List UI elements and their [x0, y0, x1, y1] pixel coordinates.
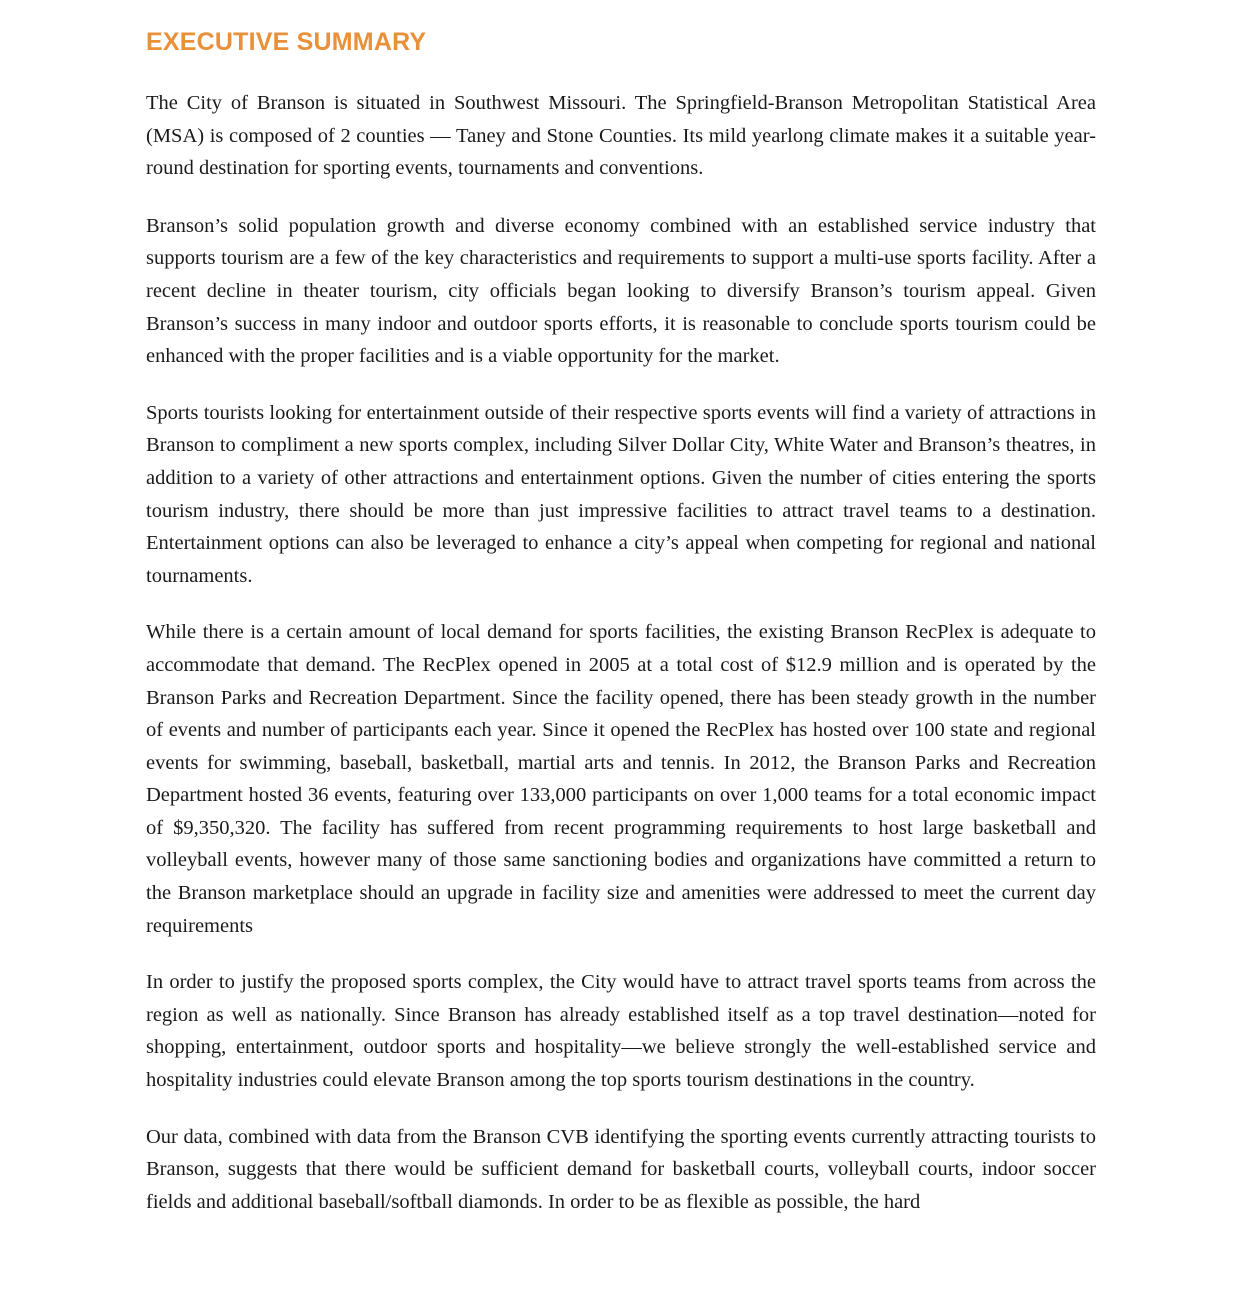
paragraph-location: The City of Branson is situated in Southwest Missouri. The Springfield-Branson Metropolitan Statistical Area (MSA) is composed of 2 counties — Taney and Stone Counties. Its mild yearlong climate makes it a suitable year-round destination for sporting events, tournaments and conventions.: [146, 92, 1096, 180]
paragraph-attractions: Sports tourists looking for entertainment outside of their respective sports events will find a variety of attractions in Branson to compliment a new sports complex, including Silver Dollar City, White Water and Branson’s theatres, in addition to a variety of other attractions and entertainment options. Given the number of cities entering the sports tourism industry, there should be more than just impressive facilities to attract travel teams to a destination. Entertainment options can also be leveraged to enhance a city’s appeal when competing for regional and national tournaments.: [146, 401, 1096, 587]
paragraph-recplex: While there is a certain amount of local demand for sports facilities, the existing Branson RecPlex is adequate to accommodate that demand. The RecPlex opened in 2005 at a total cost of $12.9 million and is operated by the Branson Parks and Recreation Department. Since the facility opened, there has been steady growth in the number of events and number of participants each year. Since it opened the RecPlex has hosted over 100 state and regional events for swimming, baseball, basketball, martial arts and tennis. In 2012, the Branson Parks and Recreation Department hosted 36 events, featuring over 133,000 participants on over 1,000 teams for a total economic impact of $9,350,320. The facility has suffered from recent programming requirements to host large basketball and volleyball events, however many of those same sanctioning bodies and organizations have committed a return to the Branson marketplace should an upgrade in facility size and amenities were addressed to meet the current day requirements: [146, 621, 1096, 937]
paragraph-justification: In order to justify the proposed sports complex, the City would have to attract travel sports teams from across the region as well as nationally. Since Branson has already established itself as a top travel destination—noted for shopping, entertainment, outdoor sports and hospitality—we believe strongly the well-established service and hospitality industries could elevate Branson among the top sports tourism destinations in the country.: [146, 971, 1096, 1092]
paragraph-demand-data: Our data, combined with data from the Branson CVB identifying the sporting events currently attracting tourists to Branson, suggests that there would be sufficient demand for basketball courts, volleyball courts, indoor soccer fields and additional baseball/softball diamonds. In order to be as flexible as possible, the hard: [146, 1125, 1096, 1213]
section-heading: EXECUTIVE SUMMARY: [146, 28, 427, 56]
paragraph-population-growth: Branson’s solid population growth and diverse economy combined with an established service industry that supports tourism are a few of the key characteristics and requirements to support a multi-use sports facility. After a recent decline in theater tourism, city officials began looking to diversify Branson’s tourism appeal. Given Branson’s success in many indoor and outdoor sports efforts, it is reasonable to conclude sports tourism could be enhanced with the proper facilities and is a viable opportunity for the market.: [146, 214, 1096, 368]
document-page: [146, 26, 1096, 1218]
